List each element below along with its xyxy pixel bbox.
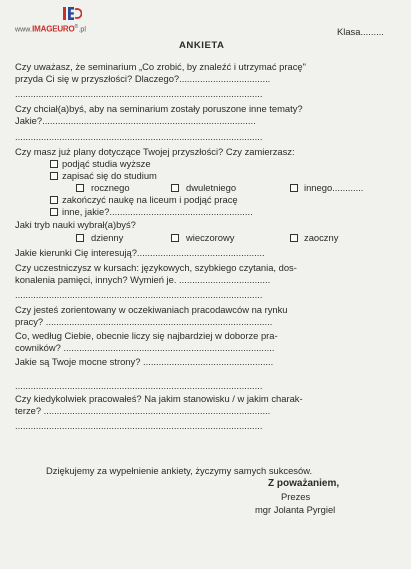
checkbox-two-year[interactable] [171, 184, 179, 192]
logo-url-brand: IMAGEURO [32, 24, 75, 34]
question-1-line-2: przyda Ci się w przyszłości? Dlaczego?................................... [15, 73, 271, 84]
question-1-answer-line: ............................................................................................... [15, 88, 263, 99]
question-2-line-1: Czy chciał(a)byś, aby na seminarium zostały poruszone inne tematy? [15, 103, 303, 114]
option-full-time-label: dzienny [91, 232, 124, 243]
checkbox-other-duration[interactable] [290, 184, 298, 192]
option-other-duration-label: innego............ [304, 182, 364, 193]
question-9-line-1: Jakie są Twoje mocne strony? .................................................. [15, 356, 274, 367]
question-4-line-1: Jaki tryb nauki wybrał(a)byś? [15, 219, 136, 230]
logo-url-prefix: www. [15, 26, 33, 34]
question-6-answer-line: ............................................................................................... [15, 289, 263, 300]
checkbox-one-year[interactable] [76, 184, 84, 192]
registered-mark: ® [74, 24, 79, 30]
option-college-label: zapisać się do studium [62, 170, 157, 181]
option-evening-label: wieczorowy [186, 232, 235, 243]
checkbox-extramural[interactable] [290, 234, 298, 242]
question-2-line-2: Jakie?.................................................................................. [15, 115, 256, 126]
question-8-line-1: Co, według Ciebie, obecnie liczy się najbardziej w doborze pra- [15, 330, 278, 341]
question-7-line-1: Czy jesteś zorientowany w oczekiwaniach pracodawców na rynku [15, 304, 288, 315]
option-other-label: inne, jakie?....................................................... [62, 206, 253, 217]
question-1-line-1: Czy uważasz, że seminarium „Co zrobić, by znaleźć i utrzymać pracę" [15, 61, 306, 72]
page-title: ANKIETA [179, 40, 225, 51]
checkbox-other[interactable] [50, 208, 58, 216]
question-5-line-1: Jakie kierunki Cię interesują?................................................. [15, 247, 265, 258]
class-field: Klasa......... [337, 26, 384, 37]
thanks-text: Dziękujemy za wypełnienie ankiety, życzymy samych sukcesów. [46, 465, 313, 476]
checkbox-evening[interactable] [171, 234, 179, 242]
option-finish-and-work-label: zakończyć naukę na liceum i podjąć pracę [62, 194, 238, 205]
option-university-label: podjąć studia wyższe [62, 158, 151, 169]
option-one-year-label: rocznego [91, 182, 130, 193]
option-extramural-label: zaoczny [304, 232, 339, 243]
question-6-line-2: konalenia pamięci, innych? Wymień je. ................................... [15, 274, 271, 285]
signer-role: Prezes [281, 491, 311, 502]
question-8-line-2: cowników? ................................................................................. [15, 342, 275, 353]
logo-url-suffix: .pl [78, 26, 87, 34]
question-2-answer-line: ............................................................................................... [15, 131, 263, 142]
question-6-line-1: Czy uczestniczysz w kursach: językowych, szybkiego czytania, dos- [15, 262, 297, 273]
question-9-answer-line: ............................................................................................... [15, 380, 263, 391]
question-3-line-1: Czy masz już plany dotyczące Twojej przyszłości? Czy zamierzasz: [15, 146, 295, 157]
checkbox-college[interactable] [50, 172, 58, 180]
regards-text: Z poważaniem, [268, 478, 340, 489]
imageuro-logo-icon [62, 5, 82, 22]
question-7-line-2: pracy? ....................................................................................... [15, 316, 273, 327]
checkbox-finish-and-work[interactable] [50, 196, 58, 204]
question-10-answer-line: ............................................................................................... [15, 420, 263, 431]
signer-name: mgr Jolanta Pyrgiel [255, 504, 336, 515]
question-10-line-2: terze? ....................................................................................... [15, 405, 271, 416]
question-10-line-1: Czy kiedykolwiek pracowałeś? Na jakim stanowisku / w jakim charak- [15, 393, 303, 404]
logo-url [15, 24, 86, 33]
checkbox-university[interactable] [50, 160, 58, 168]
checkbox-full-time[interactable] [76, 234, 84, 242]
option-two-year-label: dwuletniego [186, 182, 237, 193]
